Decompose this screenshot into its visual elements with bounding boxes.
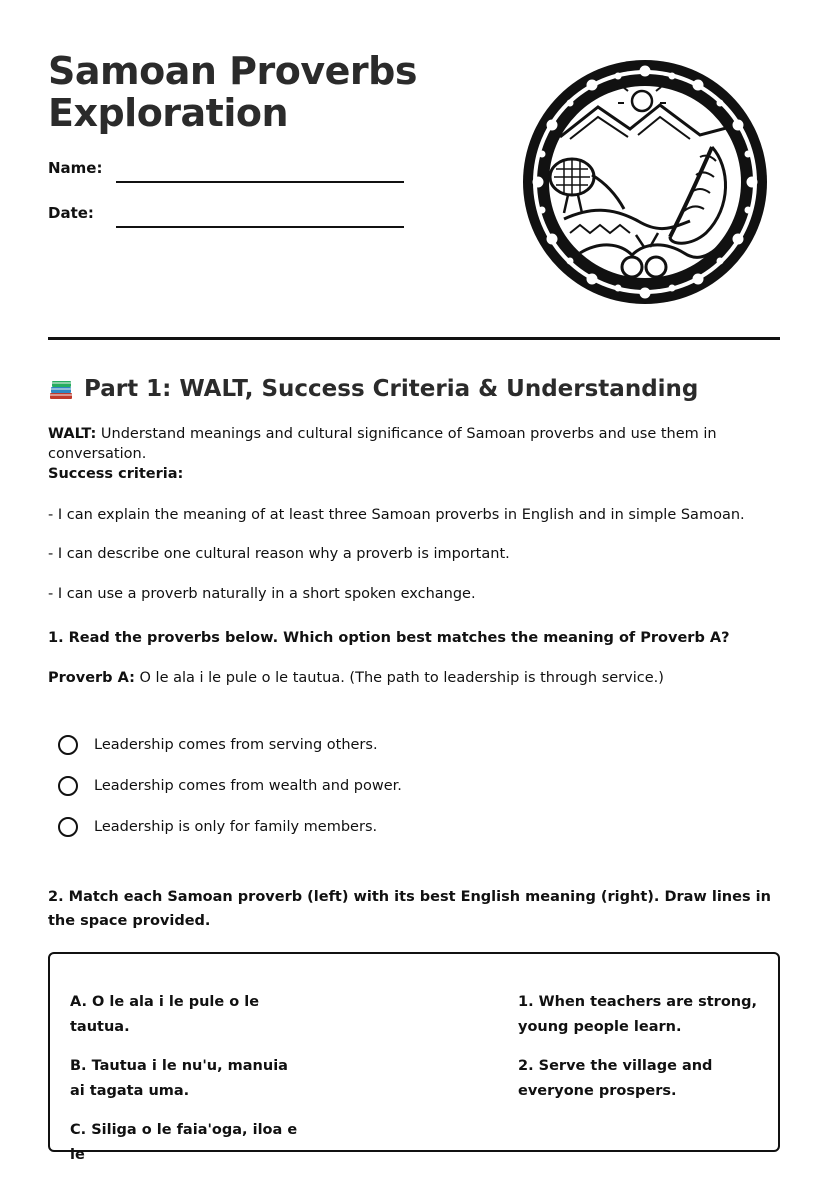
meaning-item-2: 2. Serve the village and everyone prospers. bbox=[518, 1058, 713, 1099]
matching-right-column bbox=[518, 990, 768, 1118]
radio-button[interactable] bbox=[58, 776, 78, 796]
books-icon bbox=[48, 376, 74, 402]
question-2: 2. Match each Samoan proverb (left) with its best English meaning (right). Draw lines in the space provided. bbox=[48, 889, 771, 929]
option-label: Leadership comes from wealth and power. bbox=[94, 778, 402, 794]
matching-left-column bbox=[70, 990, 300, 1182]
success-criteria-label: Success criteria: bbox=[48, 466, 184, 482]
radio-button[interactable] bbox=[58, 735, 78, 755]
date-line[interactable] bbox=[116, 226, 404, 228]
walt-text: Understand meanings and cultural significance of Samoan proverbs and use them in conversation. bbox=[48, 426, 717, 462]
proverb-a-text: O le ala i le pule o le tautua. (The path to leadership is through service.) bbox=[134, 670, 664, 686]
part1-heading-text: Part 1: WALT, Success Criteria & Understanding bbox=[84, 376, 699, 402]
part1-heading bbox=[48, 374, 698, 404]
criterion-1: - I can explain the meaning of at least three Samoan proverbs in English and in simple Samoan. bbox=[48, 507, 745, 523]
proverb-item-a: A. O le ala i le pule o le tautua. bbox=[70, 994, 260, 1035]
proverb-item-c: C. Siliga o le faia'oga, iloa e le bbox=[70, 1122, 298, 1163]
criterion-2: - I can describe one cultural reason why a proverb is important. bbox=[48, 546, 510, 562]
walt-statement bbox=[48, 424, 788, 464]
matching-box[interactable] bbox=[48, 952, 780, 1163]
page-title bbox=[48, 50, 417, 134]
date-field[interactable] bbox=[48, 204, 408, 230]
title-line-2: Exploration bbox=[48, 91, 289, 135]
meaning-item-1: 1. When teachers are strong, young people learn. bbox=[518, 994, 758, 1035]
q1-option-1[interactable] bbox=[58, 733, 558, 757]
option-label: Leadership comes from serving others. bbox=[94, 737, 378, 753]
name-field[interactable] bbox=[48, 159, 408, 185]
name-label: Name: bbox=[48, 159, 103, 177]
proverb-a bbox=[48, 668, 788, 688]
header-divider bbox=[48, 337, 780, 340]
name-line[interactable] bbox=[116, 181, 404, 183]
walt-label: WALT: bbox=[48, 426, 97, 442]
proverb-item-b: B. Tautua i le nu'u, manuia ai tagata uma. bbox=[70, 1058, 288, 1099]
date-label: Date: bbox=[48, 204, 94, 222]
proverb-a-label: Proverb A: bbox=[48, 670, 135, 686]
option-label: Leadership is only for family members. bbox=[94, 819, 378, 835]
samoan-emblem-icon bbox=[520, 57, 770, 307]
question-1: 1. Read the proverbs below. Which option best matches the meaning of Proverb A? bbox=[48, 630, 730, 646]
q1-option-2[interactable] bbox=[58, 774, 558, 798]
criterion-3: - I can use a proverb naturally in a short spoken exchange. bbox=[48, 586, 476, 602]
title-line-1: Samoan Proverbs bbox=[48, 49, 417, 93]
radio-button[interactable] bbox=[58, 817, 78, 837]
q1-option-3[interactable] bbox=[58, 815, 558, 839]
